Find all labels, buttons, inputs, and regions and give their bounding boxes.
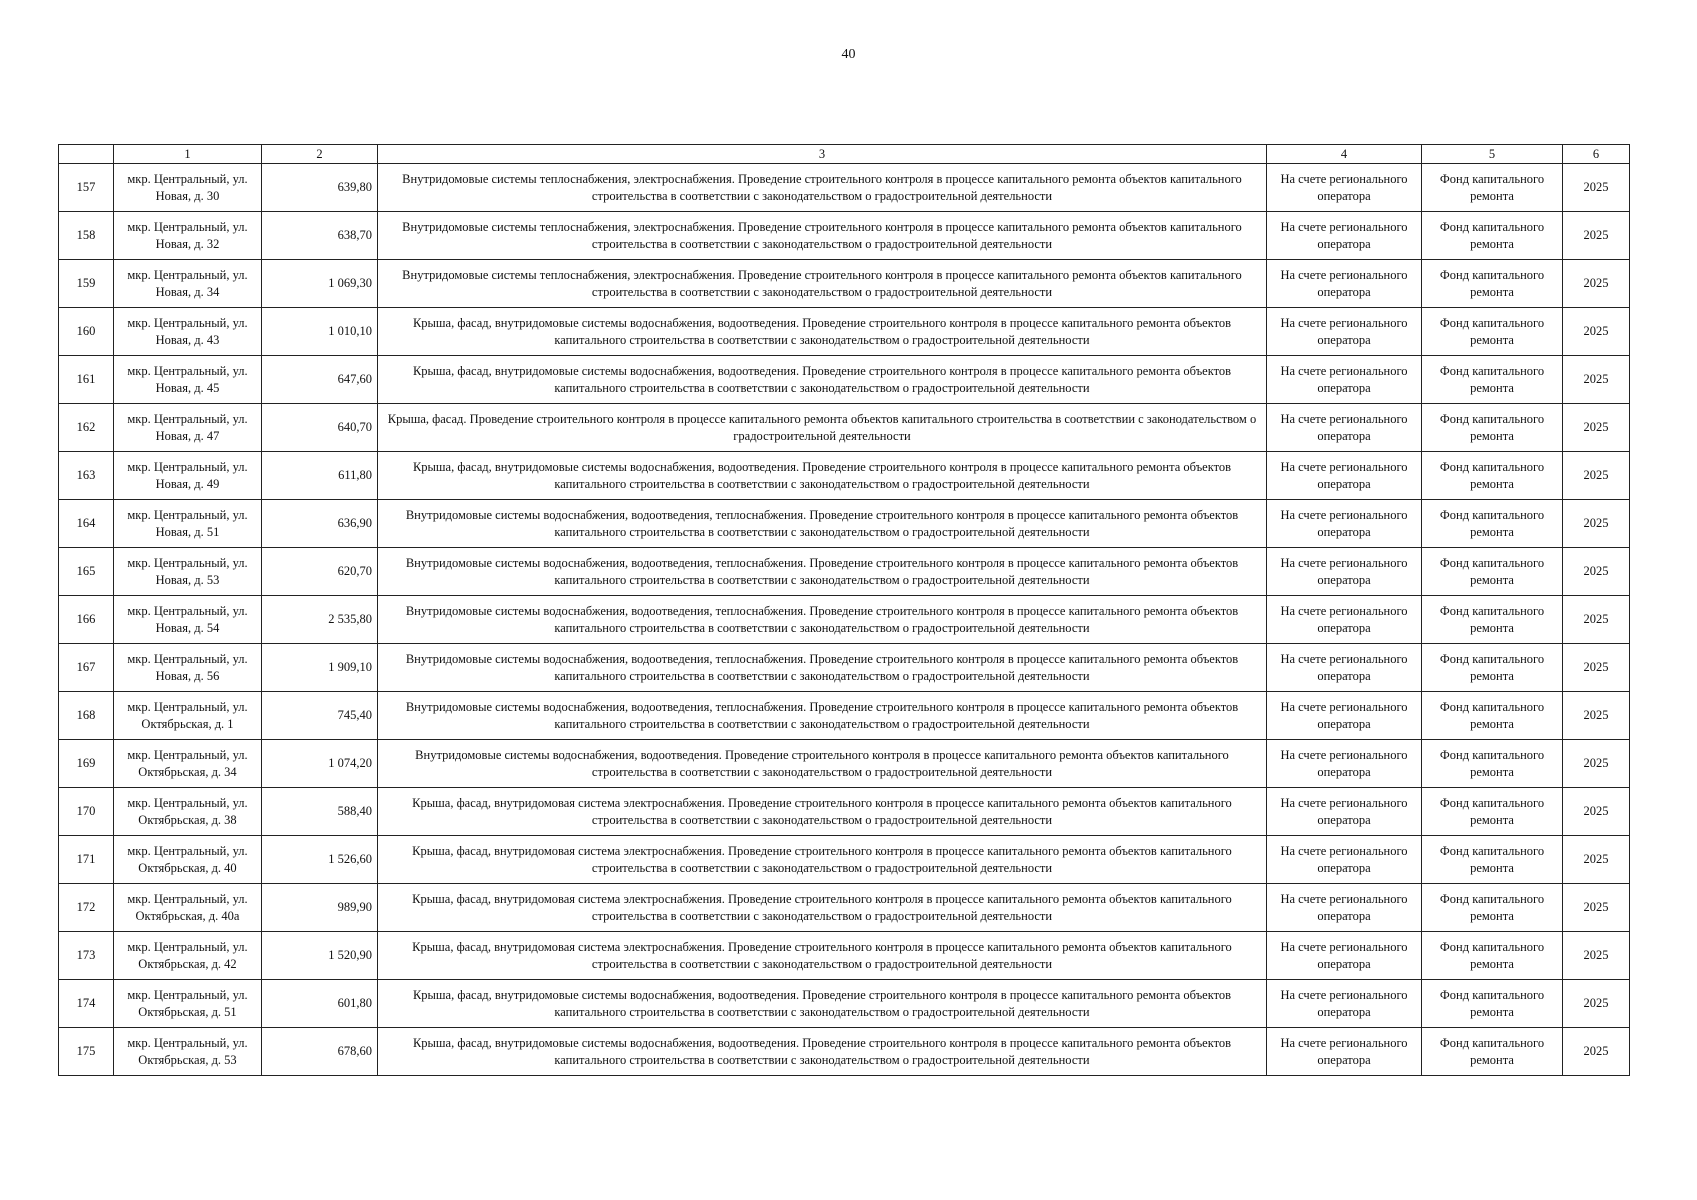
table-row	[59, 308, 1630, 356]
area-cell: 611,80	[262, 452, 378, 500]
source-cell: Фонд капитального ремонта	[1422, 980, 1563, 1028]
row-number: 172	[59, 884, 114, 932]
year-cell: 2025	[1563, 164, 1630, 212]
table-row	[59, 980, 1630, 1028]
header-cell-2: 2	[262, 145, 378, 164]
source-cell: Фонд капитального ремонта	[1422, 260, 1563, 308]
table-row	[59, 644, 1630, 692]
table-row	[59, 452, 1630, 500]
fund-cell: На счете регионального оператора	[1267, 788, 1422, 836]
source-cell: Фонд капитального ремонта	[1422, 356, 1563, 404]
address-cell: мкр. Центральный, ул. Октябрьская, д. 40	[114, 836, 262, 884]
year-cell: 2025	[1563, 932, 1630, 980]
table-row	[59, 692, 1630, 740]
works-cell: Крыша, фасад, внутридомовая система электроснабжения. Проведение строительного контроля в процессе капитального ремонта объектов капитального строительства в соответствии с законодательством о градостроительной деятельности	[378, 932, 1267, 980]
row-number: 173	[59, 932, 114, 980]
row-number: 169	[59, 740, 114, 788]
year-cell: 2025	[1563, 788, 1630, 836]
row-number: 174	[59, 980, 114, 1028]
table-row	[59, 836, 1630, 884]
fund-cell: На счете регионального оператора	[1267, 404, 1422, 452]
works-cell: Внутридомовые системы теплоснабжения, электроснабжения. Проведение строительного контроля в процессе капитального ремонта объектов капитального строительства в соответствии с законодательством о градостроительной деятельности	[378, 212, 1267, 260]
works-cell: Крыша, фасад, внутридомовая система электроснабжения. Проведение строительного контроля в процессе капитального ремонта объектов капитального строительства в соответствии с законодательством о градостроительной деятельности	[378, 836, 1267, 884]
table-body	[59, 164, 1630, 1076]
address-cell: мкр. Центральный, ул. Октябрьская, д. 40а	[114, 884, 262, 932]
header-cell-6: 6	[1563, 145, 1630, 164]
row-number: 163	[59, 452, 114, 500]
year-cell: 2025	[1563, 500, 1630, 548]
address-cell: мкр. Центральный, ул. Октябрьская, д. 38	[114, 788, 262, 836]
row-number: 159	[59, 260, 114, 308]
address-cell: мкр. Центральный, ул. Новая, д. 32	[114, 212, 262, 260]
area-cell: 745,40	[262, 692, 378, 740]
source-cell: Фонд капитального ремонта	[1422, 740, 1563, 788]
fund-cell: На счете регионального оператора	[1267, 692, 1422, 740]
page-number: 40	[841, 47, 856, 62]
year-cell: 2025	[1563, 356, 1630, 404]
fund-cell: На счете регионального оператора	[1267, 164, 1422, 212]
year-cell: 2025	[1563, 884, 1630, 932]
table-row	[59, 356, 1630, 404]
row-number: 158	[59, 212, 114, 260]
fund-cell: На счете регионального оператора	[1267, 548, 1422, 596]
source-cell: Фонд капитального ремонта	[1422, 404, 1563, 452]
source-cell: Фонд капитального ремонта	[1422, 788, 1563, 836]
header-row	[59, 145, 1630, 164]
source-cell: Фонд капитального ремонта	[1422, 548, 1563, 596]
area-cell: 601,80	[262, 980, 378, 1028]
source-cell: Фонд капитального ремонта	[1422, 596, 1563, 644]
table-row	[59, 596, 1630, 644]
area-cell: 636,90	[262, 500, 378, 548]
address-cell: мкр. Центральный, ул. Новая, д. 56	[114, 644, 262, 692]
address-cell: мкр. Центральный, ул. Новая, д. 45	[114, 356, 262, 404]
year-cell: 2025	[1563, 212, 1630, 260]
area-cell: 640,70	[262, 404, 378, 452]
year-cell: 2025	[1563, 644, 1630, 692]
area-cell: 588,40	[262, 788, 378, 836]
works-cell: Крыша, фасад. Проведение строительного контроля в процессе капитального ремонта объектов капитального строительства в соответствии с законодательством о градостроительной деятельности	[378, 404, 1267, 452]
year-cell: 2025	[1563, 1028, 1630, 1076]
year-cell: 2025	[1563, 308, 1630, 356]
fund-cell: На счете регионального оператора	[1267, 500, 1422, 548]
header-cell-1: 1	[114, 145, 262, 164]
fund-cell: На счете регионального оператора	[1267, 644, 1422, 692]
year-cell: 2025	[1563, 404, 1630, 452]
works-cell: Крыша, фасад, внутридомовая система электроснабжения. Проведение строительного контроля в процессе капитального ремонта объектов капитального строительства в соответствии с законодательством о градостроительной деятельности	[378, 884, 1267, 932]
works-cell: Крыша, фасад, внутридомовые системы водоснабжения, водоотведения. Проведение строительного контроля в процессе капитального ремонта объектов капитального строительства в соответствии с законодательством о градостроительной деятельности	[378, 452, 1267, 500]
works-cell: Крыша, фасад, внутридомовые системы водоснабжения, водоотведения. Проведение строительного контроля в процессе капитального ремонта объектов капитального строительства в соответствии с законодательством о градостроительной деятельности	[378, 308, 1267, 356]
fund-cell: На счете регионального оператора	[1267, 836, 1422, 884]
area-cell: 989,90	[262, 884, 378, 932]
works-cell: Внутридомовые системы водоснабжения, водоотведения, теплоснабжения. Проведение строительного контроля в процессе капитального ремонта объектов капитального строительства в соответствии с законодательством о градостроительной деятельности	[378, 644, 1267, 692]
works-cell: Внутридомовые системы водоснабжения, водоотведения, теплоснабжения. Проведение строительного контроля в процессе капитального ремонта объектов капитального строительства в соответствии с законодательством о градостроительной деятельности	[378, 500, 1267, 548]
row-number: 157	[59, 164, 114, 212]
table-row	[59, 404, 1630, 452]
area-cell: 638,70	[262, 212, 378, 260]
table-row	[59, 164, 1630, 212]
area-cell: 1 526,60	[262, 836, 378, 884]
source-cell: Фонд капитального ремонта	[1422, 932, 1563, 980]
fund-cell: На счете регионального оператора	[1267, 740, 1422, 788]
address-cell: мкр. Центральный, ул. Октябрьская, д. 34	[114, 740, 262, 788]
works-cell: Внутридомовые системы водоснабжения, водоотведения, теплоснабжения. Проведение строительного контроля в процессе капитального ремонта объектов капитального строительства в соответствии с законодательством о градостроительной деятельности	[378, 548, 1267, 596]
address-cell: мкр. Центральный, ул. Новая, д. 54	[114, 596, 262, 644]
fund-cell: На счете регионального оператора	[1267, 932, 1422, 980]
source-cell: Фонд капитального ремонта	[1422, 164, 1563, 212]
row-number: 175	[59, 1028, 114, 1076]
table-row	[59, 740, 1630, 788]
table-row	[59, 788, 1630, 836]
table-row	[59, 212, 1630, 260]
area-cell: 1 069,30	[262, 260, 378, 308]
fund-cell: На счете регионального оператора	[1267, 356, 1422, 404]
works-cell: Крыша, фасад, внутридомовые системы водоснабжения, водоотведения. Проведение строительного контроля в процессе капитального ремонта объектов капитального строительства в соответствии с законодательством о градостроительной деятельности	[378, 1028, 1267, 1076]
row-number: 171	[59, 836, 114, 884]
source-cell: Фонд капитального ремонта	[1422, 1028, 1563, 1076]
row-number: 168	[59, 692, 114, 740]
row-number: 165	[59, 548, 114, 596]
address-cell: мкр. Центральный, ул. Новая, д. 34	[114, 260, 262, 308]
table-row	[59, 260, 1630, 308]
area-cell: 1 010,10	[262, 308, 378, 356]
source-cell: Фонд капитального ремонта	[1422, 692, 1563, 740]
address-cell: мкр. Центральный, ул. Октябрьская, д. 1	[114, 692, 262, 740]
source-cell: Фонд капитального ремонта	[1422, 884, 1563, 932]
fund-cell: На счете регионального оператора	[1267, 308, 1422, 356]
year-cell: 2025	[1563, 452, 1630, 500]
row-number: 161	[59, 356, 114, 404]
address-cell: мкр. Центральный, ул. Новая, д. 47	[114, 404, 262, 452]
works-cell: Крыша, фасад, внутридомовые системы водоснабжения, водоотведения. Проведение строительного контроля в процессе капитального ремонта объектов капитального строительства в соответствии с законодательством о градостроительной деятельности	[378, 356, 1267, 404]
table-row	[59, 1028, 1630, 1076]
year-cell: 2025	[1563, 980, 1630, 1028]
works-cell: Крыша, фасад, внутридомовые системы водоснабжения, водоотведения. Проведение строительного контроля в процессе капитального ремонта объектов капитального строительства в соответствии с законодательством о градостроительной деятельности	[378, 980, 1267, 1028]
works-cell: Внутридомовые системы водоснабжения, водоотведения, теплоснабжения. Проведение строительного контроля в процессе капитального ремонта объектов капитального строительства в соответствии с законодательством о градостроительной деятельности	[378, 692, 1267, 740]
area-cell: 647,60	[262, 356, 378, 404]
address-cell: мкр. Центральный, ул. Новая, д. 49	[114, 452, 262, 500]
address-cell: мкр. Центральный, ул. Новая, д. 30	[114, 164, 262, 212]
row-number: 162	[59, 404, 114, 452]
year-cell: 2025	[1563, 692, 1630, 740]
table-row	[59, 548, 1630, 596]
fund-cell: На счете регионального оператора	[1267, 596, 1422, 644]
source-cell: Фонд капитального ремонта	[1422, 500, 1563, 548]
area-cell: 1 520,90	[262, 932, 378, 980]
year-cell: 2025	[1563, 740, 1630, 788]
row-number: 166	[59, 596, 114, 644]
row-number: 167	[59, 644, 114, 692]
source-cell: Фонд капитального ремонта	[1422, 644, 1563, 692]
header-cell-3: 3	[378, 145, 1267, 164]
table-row	[59, 932, 1630, 980]
year-cell: 2025	[1563, 836, 1630, 884]
year-cell: 2025	[1563, 596, 1630, 644]
fund-cell: На счете регионального оператора	[1267, 980, 1422, 1028]
source-cell: Фонд капитального ремонта	[1422, 836, 1563, 884]
address-cell: мкр. Центральный, ул. Октябрьская, д. 53	[114, 1028, 262, 1076]
address-cell: мкр. Центральный, ул. Новая, д. 43	[114, 308, 262, 356]
works-cell: Внутридомовые системы водоснабжения, водоотведения, теплоснабжения. Проведение строительного контроля в процессе капитального ремонта объектов капитального строительства в соответствии с законодательством о градостроительной деятельности	[378, 596, 1267, 644]
area-cell: 639,80	[262, 164, 378, 212]
works-cell: Крыша, фасад, внутридомовая система электроснабжения. Проведение строительного контроля в процессе капитального ремонта объектов капитального строительства в соответствии с законодательством о градостроительной деятельности	[378, 788, 1267, 836]
works-cell: Внутридомовые системы водоснабжения, водоотведения. Проведение строительного контроля в процессе капитального ремонта объектов капитального строительства в соответствии с законодательством о градостроительной деятельности	[378, 740, 1267, 788]
address-cell: мкр. Центральный, ул. Октябрьская, д. 51	[114, 980, 262, 1028]
fund-cell: На счете регионального оператора	[1267, 1028, 1422, 1076]
area-cell: 620,70	[262, 548, 378, 596]
row-number: 164	[59, 500, 114, 548]
table-header	[59, 145, 1630, 164]
works-cell: Внутридомовые системы теплоснабжения, электроснабжения. Проведение строительного контроля в процессе капитального ремонта объектов капитального строительства в соответствии с законодательством о градостроительной деятельности	[378, 260, 1267, 308]
fund-cell: На счете регионального оператора	[1267, 212, 1422, 260]
fund-cell: На счете регионального оператора	[1267, 260, 1422, 308]
works-cell: Внутридомовые системы теплоснабжения, электроснабжения. Проведение строительного контроля в процессе капитального ремонта объектов капитального строительства в соответствии с законодательством о градостроительной деятельности	[378, 164, 1267, 212]
fund-cell: На счете регионального оператора	[1267, 452, 1422, 500]
area-cell: 1 074,20	[262, 740, 378, 788]
source-cell: Фонд капитального ремонта	[1422, 452, 1563, 500]
header-cell-4: 4	[1267, 145, 1422, 164]
fund-cell: На счете регионального оператора	[1267, 884, 1422, 932]
area-cell: 678,60	[262, 1028, 378, 1076]
address-cell: мкр. Центральный, ул. Новая, д. 51	[114, 500, 262, 548]
address-cell: мкр. Центральный, ул. Новая, д. 53	[114, 548, 262, 596]
year-cell: 2025	[1563, 260, 1630, 308]
capital-repair-table	[58, 144, 1630, 1076]
table-row	[59, 500, 1630, 548]
header-cell-5: 5	[1422, 145, 1563, 164]
header-cell-number	[59, 145, 114, 164]
area-cell: 1 909,10	[262, 644, 378, 692]
year-cell: 2025	[1563, 548, 1630, 596]
row-number: 160	[59, 308, 114, 356]
table-row	[59, 884, 1630, 932]
address-cell: мкр. Центральный, ул. Октябрьская, д. 42	[114, 932, 262, 980]
source-cell: Фонд капитального ремонта	[1422, 308, 1563, 356]
row-number: 170	[59, 788, 114, 836]
area-cell: 2 535,80	[262, 596, 378, 644]
source-cell: Фонд капитального ремонта	[1422, 212, 1563, 260]
